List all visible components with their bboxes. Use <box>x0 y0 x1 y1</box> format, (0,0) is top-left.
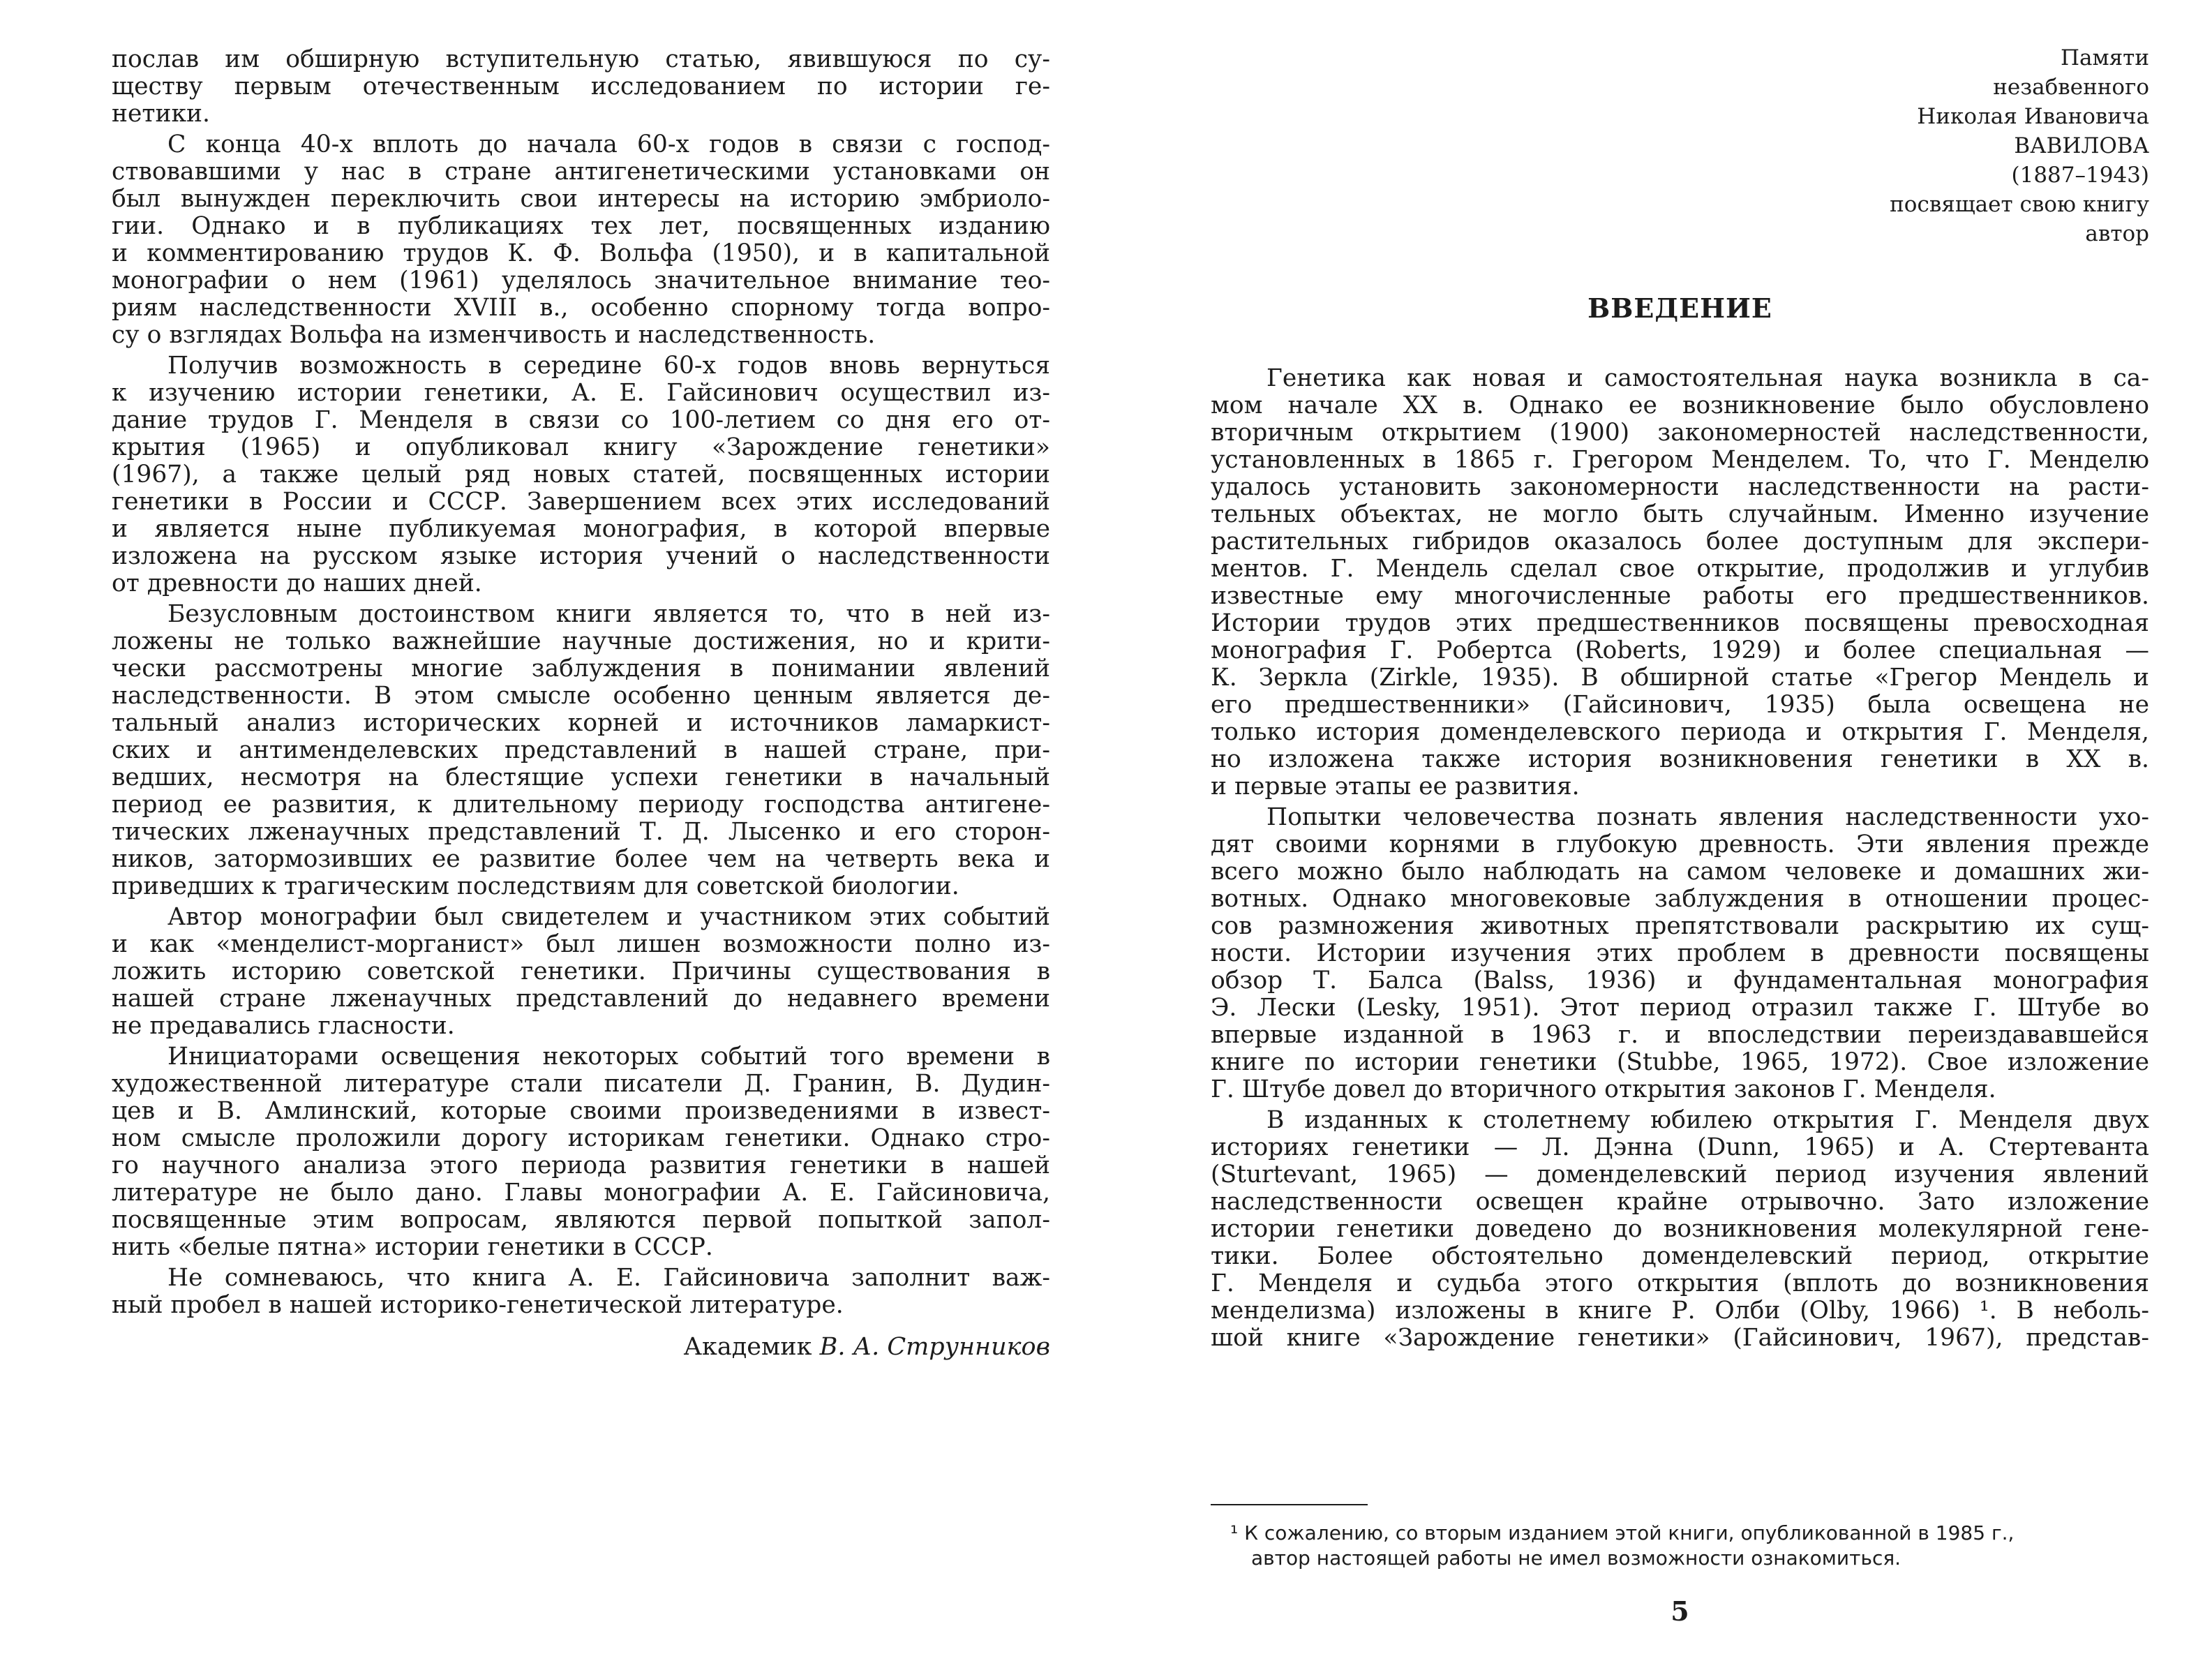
footnote-line: ¹ К сожалению, со вторым изданием этой книги, опубликованной в 1985 г., <box>1230 1521 2015 1544</box>
text-line: и как «менделист-морганист» был лишен возможности полно из- <box>112 930 1050 958</box>
text-line: вторичным открытием (1900) закономерностей наследственности, <box>1211 419 2149 447</box>
text-line: Г. Штубе довел до вторичного открытия законов Г. Менделя. <box>1211 1075 1996 1103</box>
text-line: послав им обширную вступительную статью, явившуюся по су- <box>112 45 1050 73</box>
text-line: дят своими корнями в глубокую древность. Эти явления прежде <box>1211 830 2149 858</box>
text-line: К. Зеркла (Zirkle, 1935). В обширной статье «Грегор Мендель и <box>1211 664 2149 692</box>
signature-name: В. А. Струнников <box>819 1333 1050 1361</box>
text-line: Инициаторами освещения некоторых событий того времени в <box>167 1043 1050 1071</box>
text-line: вотных. Однако многовековые заблуждения в отношении процес- <box>1211 885 2149 913</box>
text-line: обзор Т. Балса (Balss, 1936) и фундаментальная монография <box>1211 967 2149 995</box>
text-line: и является ныне публикуемая монография, в которой впервые <box>112 515 1050 543</box>
dedication-line: ВАВИЛОВА <box>2014 133 2149 158</box>
text-line: мом начале XX в. Однако ее возникновение было обусловлено <box>1211 392 2149 419</box>
text-line: но изложена также история возникновения генетики в XX в. <box>1211 745 2149 773</box>
text-line: го научного анализа этого периода развития генетики в нашей <box>112 1152 1050 1179</box>
text-line: и первые этапы ее развития. <box>1211 773 1580 800</box>
text-line: впервые изданной в 1963 г. и впоследствии переиздававшейся <box>1211 1021 2149 1049</box>
text-line: В изданных к столетнему юбилею открытия Г. Менделя двух <box>1266 1106 2149 1134</box>
text-line: наследственности. В этом смысле особенно ценным является де- <box>112 682 1050 710</box>
text-line: гии. Однако и в публикациях тех лет, посвященных изданию <box>112 212 1050 240</box>
footnote-line: автор настоящей работы не имел возможности ознакомиться. <box>1251 1547 1901 1570</box>
text-line: ложить историю советской генетики. Причины существования в <box>112 958 1050 985</box>
text-line: Получив возможность в середине 60-х годов вновь вернуться <box>167 352 1050 380</box>
text-line: генетики в России и СССР. Завершением всех этих исследований <box>112 488 1050 516</box>
text-line: и комментированию трудов К. Ф. Вольфа (1950), и в капитальной <box>112 239 1050 267</box>
text-line: установленных в 1865 г. Грегором Менделем. То, что Г. Менделю <box>1211 446 2149 474</box>
text-line: Автор монографии был свидетелем и участником этих событий <box>167 903 1050 931</box>
text-line: Безусловным достоинством книги является то, что в ней из- <box>167 600 1050 628</box>
text-line: Не сомневаюсь, что книга А. Е. Гайсиновича заполнит важ- <box>167 1264 1050 1292</box>
text-line: нить «белые пятна» истории генетики в СССР. <box>112 1233 713 1261</box>
text-line: период ее развития, к длительному периоду господства антигене- <box>112 791 1050 819</box>
text-line: цев и В. Амлинский, которые своими произведениями в извест- <box>112 1097 1050 1125</box>
text-line: истории генетики доведено до возникновения молекулярной гене- <box>1211 1215 2149 1243</box>
text-line: известные ему многочисленные работы его предшественников. <box>1211 582 2149 610</box>
dedication-line: Николая Ивановича <box>1917 104 2149 129</box>
signature-title: Академик <box>683 1333 812 1361</box>
text-line: риям наследственности XVIII в., особенно спорному тогда вопро- <box>112 294 1050 322</box>
text-line: су о взглядах Вольфа на изменчивость и наследственность. <box>112 321 876 349</box>
text-line: (Sturtevant, 1965) — доменделевский период изучения явлений <box>1211 1161 2149 1189</box>
text-line: наследственности освещен крайне отрывочно. Зато изложение <box>1211 1188 2149 1216</box>
dedication-line: Памяти <box>2061 45 2149 70</box>
text-line: тельных объектах, не могло быть случайным. Именно изучение <box>1211 500 2149 528</box>
text-line: ном смысле проложили дорогу историкам генетики. Однако стро- <box>112 1124 1050 1152</box>
text-line: тики. Более обстоятельно доменделевский период, открытие <box>1211 1242 2149 1270</box>
text-line: сов размножения животных препятствовали раскрытию их сущ- <box>1211 912 2149 940</box>
dedication-line: (1887–1943) <box>2011 163 2149 188</box>
page-number: 5 <box>1671 1595 1689 1627</box>
text-line: только история доменделевского периода и открытия Г. Менделя, <box>1211 718 2149 746</box>
text-line: ности. Истории изучения этих проблем в древности посвящены <box>1211 939 2149 967</box>
text-line: тальный анализ исторических корней и источников ламаркист- <box>112 709 1050 737</box>
text-line: ный пробел в нашей историко-генетической литературе. <box>112 1291 844 1319</box>
text-line: Попытки человечества познать явления наследственности ухо- <box>1266 803 2149 831</box>
signature <box>112 1335 1050 1360</box>
text-line: монография Г. Робертса (Roberts, 1929) и более специальная — <box>1211 636 2149 664</box>
dedication-line: незабвенного <box>1993 75 2149 100</box>
text-line: удалось установить закономерности наследственности на расти- <box>1211 473 2149 501</box>
text-line: Генетика как новая и самостоятельная наука возникла в са- <box>1266 364 2149 392</box>
text-line: растительных гибридов оказалось более доступным для экспери- <box>1211 528 2149 556</box>
text-line: Истории трудов этих предшественников посвящены превосходная <box>1211 609 2149 637</box>
text-line: менделизма) изложены в книге Р. Олби (Olby, 1966) ¹. В неболь- <box>1211 1297 2149 1325</box>
text-line: ствовавшими у нас в стране антигенетическими установками он <box>112 158 1050 186</box>
text-line: от древности до наших дней. <box>112 569 482 597</box>
text-line: изложена на русском языке история учений о наследственности <box>112 542 1050 570</box>
text-line: нашей стране лженаучных представлений до недавнего времени <box>112 985 1050 1013</box>
text-line: его предшественники» (Гайсинович, 1935) была освещена не <box>1211 691 2149 719</box>
text-line: (1967), а также целый ряд новых статей, посвященных истории <box>112 461 1050 489</box>
text-line: шой книге «Зарождение генетики» (Гайсинович, 1967), представ- <box>1211 1324 2149 1352</box>
text-line: историях генетики — Л. Дэнна (Dunn, 1965) и А. Стертеванта <box>1211 1133 2149 1161</box>
text-line: не предавались гласности. <box>112 1012 455 1040</box>
text-line: был вынужден переключить свои интересы на историю эмбриоло- <box>112 185 1050 213</box>
text-line: ществу первым отечественным исследованием по истории ге- <box>112 73 1050 100</box>
text-line: книге по истории генетики (Stubbe, 1965, 1972). Свое изложение <box>1211 1048 2149 1076</box>
dedication-line: посвящает свою книгу <box>1890 192 2149 217</box>
text-line: Г. Менделя и судьба этого открытия (вплоть до возникновения <box>1211 1269 2149 1297</box>
text-line: приведших к трагическим последствиям для советской биологии. <box>112 872 959 900</box>
text-line: дание трудов Г. Менделя в связи со 100-летием со дня его от- <box>112 406 1050 434</box>
text-line: чески рассмотрены многие заблуждения в понимании явлений <box>112 655 1050 683</box>
text-line: всего можно было наблюдать на самом человеке и домашних жи- <box>1211 858 2149 886</box>
footnote-divider <box>1211 1504 1368 1505</box>
text-line: ведших, несмотря на блестящие успехи генетики в начальный <box>112 764 1050 791</box>
text-line: ментов. Г. Мендель сделал свое открытие, продолжив и углубив <box>1211 555 2149 583</box>
text-line: художественной литературе стали писатели Д. Гранин, В. Дудин- <box>112 1070 1050 1098</box>
text-line: С конца 40-х вплоть до начала 60-х годов в связи с господ- <box>167 131 1050 158</box>
text-line: литературе не было дано. Главы монографии А. Е. Гайсиновича, <box>112 1179 1050 1207</box>
text-line: Э. Лески (Lesky, 1951). Этот период отразил также Г. Штубе во <box>1211 994 2149 1022</box>
text-line: ложены не только важнейшие научные достижения, но и крити- <box>112 627 1050 655</box>
text-line: к изучению истории генетики, А. Е. Гайсинович осуществил из- <box>112 379 1050 407</box>
text-line: крытия (1965) и опубликовал книгу «Зарождение генетики» <box>112 433 1050 461</box>
text-line: посвященные этим вопросам, являются первой попыткой запол- <box>112 1206 1050 1234</box>
text-line: нетики. <box>112 100 211 128</box>
text-line: монографии о нем (1961) уделялось значительное внимание тео- <box>112 267 1050 295</box>
right-page <box>1211 0 2149 1661</box>
chapter-heading: ВВЕДЕНИЕ <box>1587 292 1772 324</box>
left-page <box>112 0 1050 1661</box>
text-line: тических лженаучных представлений Т. Д. Лысенко и его сторон- <box>112 818 1050 846</box>
text-line: ников, затормозивших ее развитие более чем на четверть века и <box>112 845 1050 873</box>
dedication-line: автор <box>2085 221 2149 246</box>
text-line: ских и антименделевских представлений в нашей стране, при- <box>112 736 1050 764</box>
